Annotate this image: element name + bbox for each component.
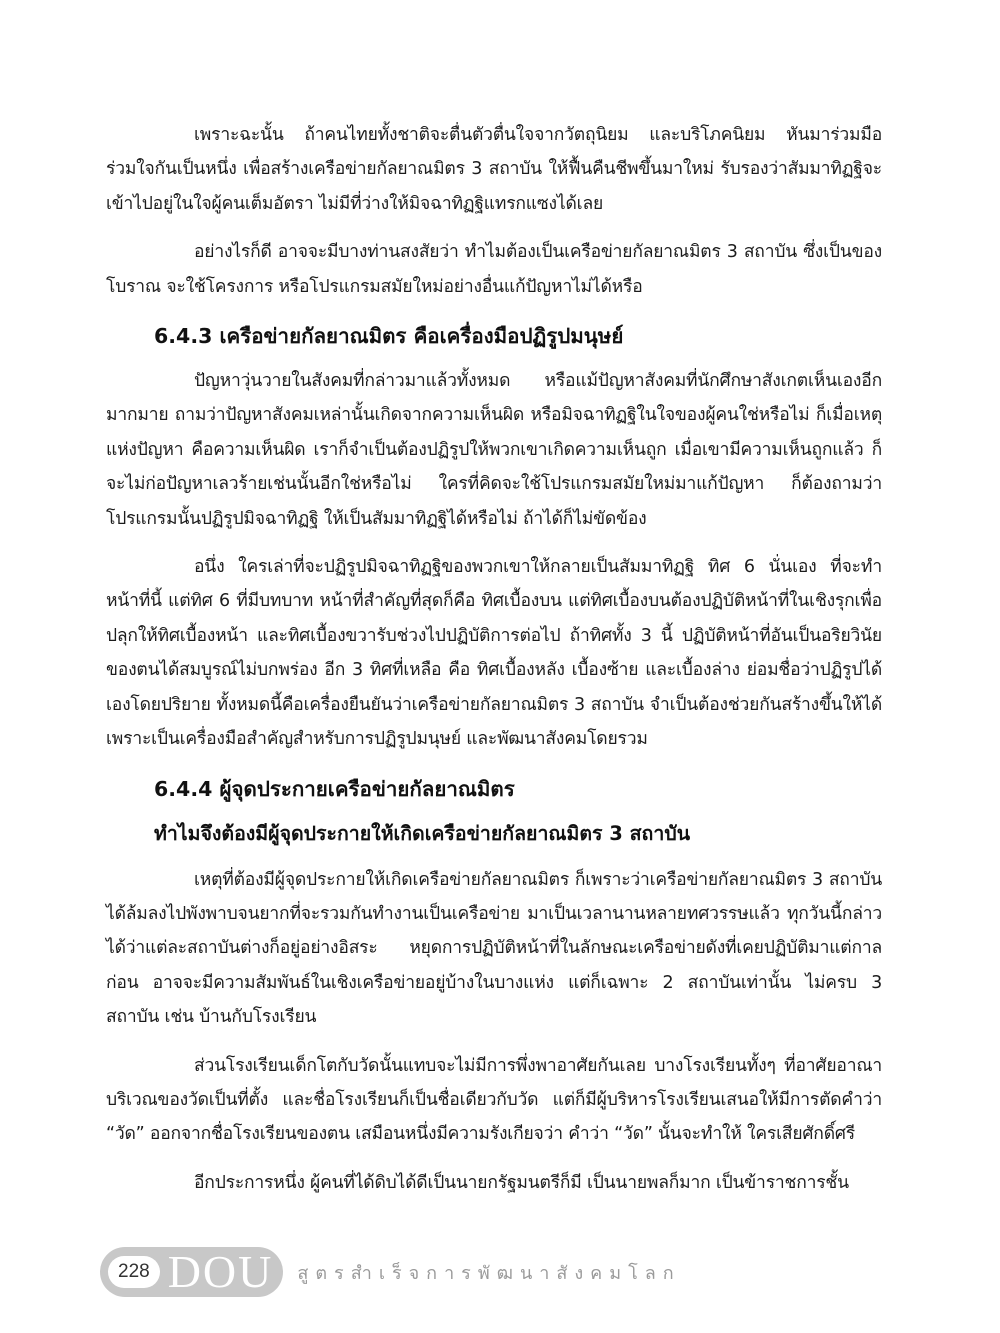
paragraph-4: อนึ่ง ใครเล่าที่จะปฏิรูปมิจฉาทิฏฐิของพวกเขาให้กลายเป็นสัมมาทิฏฐิ ทิศ 6 นั่นเอง ที่จะทำหน้าที่นี้ แต่ทิศ 6 ที่มีบทบาท หน้าที่สำคัญที่สุดก็คือ ทิศเบื้องบน แต่ทิศเบื้องบนต้องปฏิบัติหน้าที่ในเชิงรุกเพื่อปลุกให้ทิศเบื้องหน้า และทิศเบื้องขวารับช่วงไปปฏิบัติการต่อไป ถ้าทิศทั้ง 3 นี้ ปฏิบัติหน้าที่อันเป็นอริยวินัยของตนได้สมบูรณ์ไม่บกพร่อง อีก 3 ทิศที่เหลือ คือ ทิศเบื้องหลัง เบื้องซ้าย และเบื้องล่าง ย่อมชื่อว่าปฏิรูปได้เองโดยปริยาย ทั้งหมดนี้คือเครื่องยืนยันว่าเครือข่ายกัลยาณมิตร 3 สถาบัน จำเป็นต้องช่วยกันสร้างขึ้นให้ได้ เพราะเป็นเครื่องมือสำคัญสำหรับการปฏิรูปมนุษย์ และพัฒนาสังคมโดยรวม	[106, 557, 882, 750]
page-number: 228	[108, 1256, 160, 1288]
paragraph-3: ปัญหาวุ่นวายในสังคมที่กล่าวมาแล้วทั้งหมด หรือแม้ปัญหาสังคมที่นักศึกษาสังเกตเห็นเองอีกมากมาย ถามว่าปัญหาสังคมเหล่านั้นเกิดจากความเห็นผิด หรือมิจฉาทิฏฐิในใจของผู้คนใช่หรือไม่ ก็เมื่อเหตุแห่งปัญหา คือความเห็นผิด เราก็จำเป็นต้องปฏิรูปให้พวกเขาเกิดความเห็นถูก เมื่อเขามีความเห็นถูกแล้ว ก็จะไม่ก่อปัญหาเลวร้ายเช่นนั้นอีกใช่หรือไม่ ใครที่คิดจะใช้โปรแกรมสมัยใหม่มาแก้ปัญหา ก็ต้องถามว่าโปรแกรมนั้นปฏิรูปมิจฉาทิฏฐิ ให้เป็นสัมมาทิฏฐิได้หรือไม่ ถ้าได้ก็ไม่ขัดข้อง	[106, 371, 882, 529]
page-footer	[100, 1246, 681, 1298]
footer-badge	[100, 1247, 283, 1297]
paragraph-7: อีกประการหนึ่ง ผู้คนที่ได้ดิบได้ดีเป็นนายกรัฐมนตรีก็มี เป็นนายพลก็มาก เป็นข้าราชการชั้น	[194, 1172, 849, 1193]
subsection-heading: ทำไมจึงต้องมีผู้จุดประกายให้เกิดเครือข่ายกัลยาณมิตร 3 สถาบัน	[154, 821, 691, 845]
section-heading-6-4-3: 6.4.3 เครือข่ายกัลยาณมิตร คือเครื่องมือปฏิรูปมนุษย์	[154, 324, 624, 349]
paragraph-2: อย่างไรก็ดี อาจจะมีบางท่านสงสัยว่า ทำไมต้องเป็นเครือข่ายกัลยาณมิตร 3 สถาบัน ซึ่งเป็นของโบราณ จะใช้โครงการ หรือโปรแกรมสมัยใหม่อย่างอื่นแก้ปัญหาไม่ได้หรือ	[106, 242, 882, 297]
section-heading-6-4-4: 6.4.4 ผู้จุดประกายเครือข่ายกัลยาณมิตร	[154, 776, 515, 801]
paragraph-5: เหตุที่ต้องมีผู้จุดประกายให้เกิดเครือข่ายกัลยาณมิตร ก็เพราะว่าเครือข่ายกัลยาณมิตร 3 สถาบันได้ล้มลงไปพังพาบจนยากที่จะรวมกันทำงานเป็นเครือข่าย มาเป็นเวลานานหลายทศวรรษแล้ว ทุกวันนี้กล่าวได้ว่าแต่ละสถาบันต่างก็อยู่อย่างอิสระ หยุดการปฏิบัติหน้าที่ในลักษณะเครือข่ายดังที่เคยปฏิบัติมาแต่กาลก่อน อาจจะมีความสัมพันธ์ในเชิงเครือข่ายอยู่บ้างในบางแห่ง แต่ก็เฉพาะ 2 สถาบันเท่านั้น ไม่ครบ 3 สถาบัน เช่น บ้านกับโรงเรียน	[106, 869, 882, 1028]
book-title: สูตรสำเร็จการพัฒนาสังคมโลก	[297, 1262, 681, 1284]
paragraph-1: เพราะฉะนั้น ถ้าคนไทยทั้งชาติจะตื่นตัวตื่นใจจากวัตถุนิยม และบริโภคนิยม หันมาร่วมมือร่วมใจกันเป็นหนึ่ง เพื่อสร้างเครือข่ายกัลยาณมิตร 3 สถาบัน ให้ฟื้นคืนชีพขึ้นมาใหม่ รับรองว่าสัมมาทิฏฐิจะเข้าไปอยู่ในใจผู้คนเต็มอัตรา ไม่มีที่ว่างให้มิจฉาทิฏฐิแทรกแซงได้เลย	[106, 125, 882, 214]
page-content	[106, 118, 882, 1214]
paragraph-6: ส่วนโรงเรียนเด็กโตกับวัดนั้นแทบจะไม่มีการพึ่งพาอาศัยกันเลย บางโรงเรียนทั้งๆ ที่อาศัยอาณาบริเวณของวัดเป็นที่ตั้ง และชื่อโรงเรียนก็เป็นชื่อเดียวกับวัด แต่ก็มีผู้บริหารโรงเรียนเสนอให้มีการตัดคำว่า “วัด” ออกจากชื่อโรงเรียนของตน เสมือนหนึ่งมีความรังเกียจว่า คำว่า “วัด” นั้นจะทำให้ ใครเสียศักดิ์ศรี	[106, 1055, 882, 1145]
dou-logo: DOU	[167, 1246, 274, 1297]
